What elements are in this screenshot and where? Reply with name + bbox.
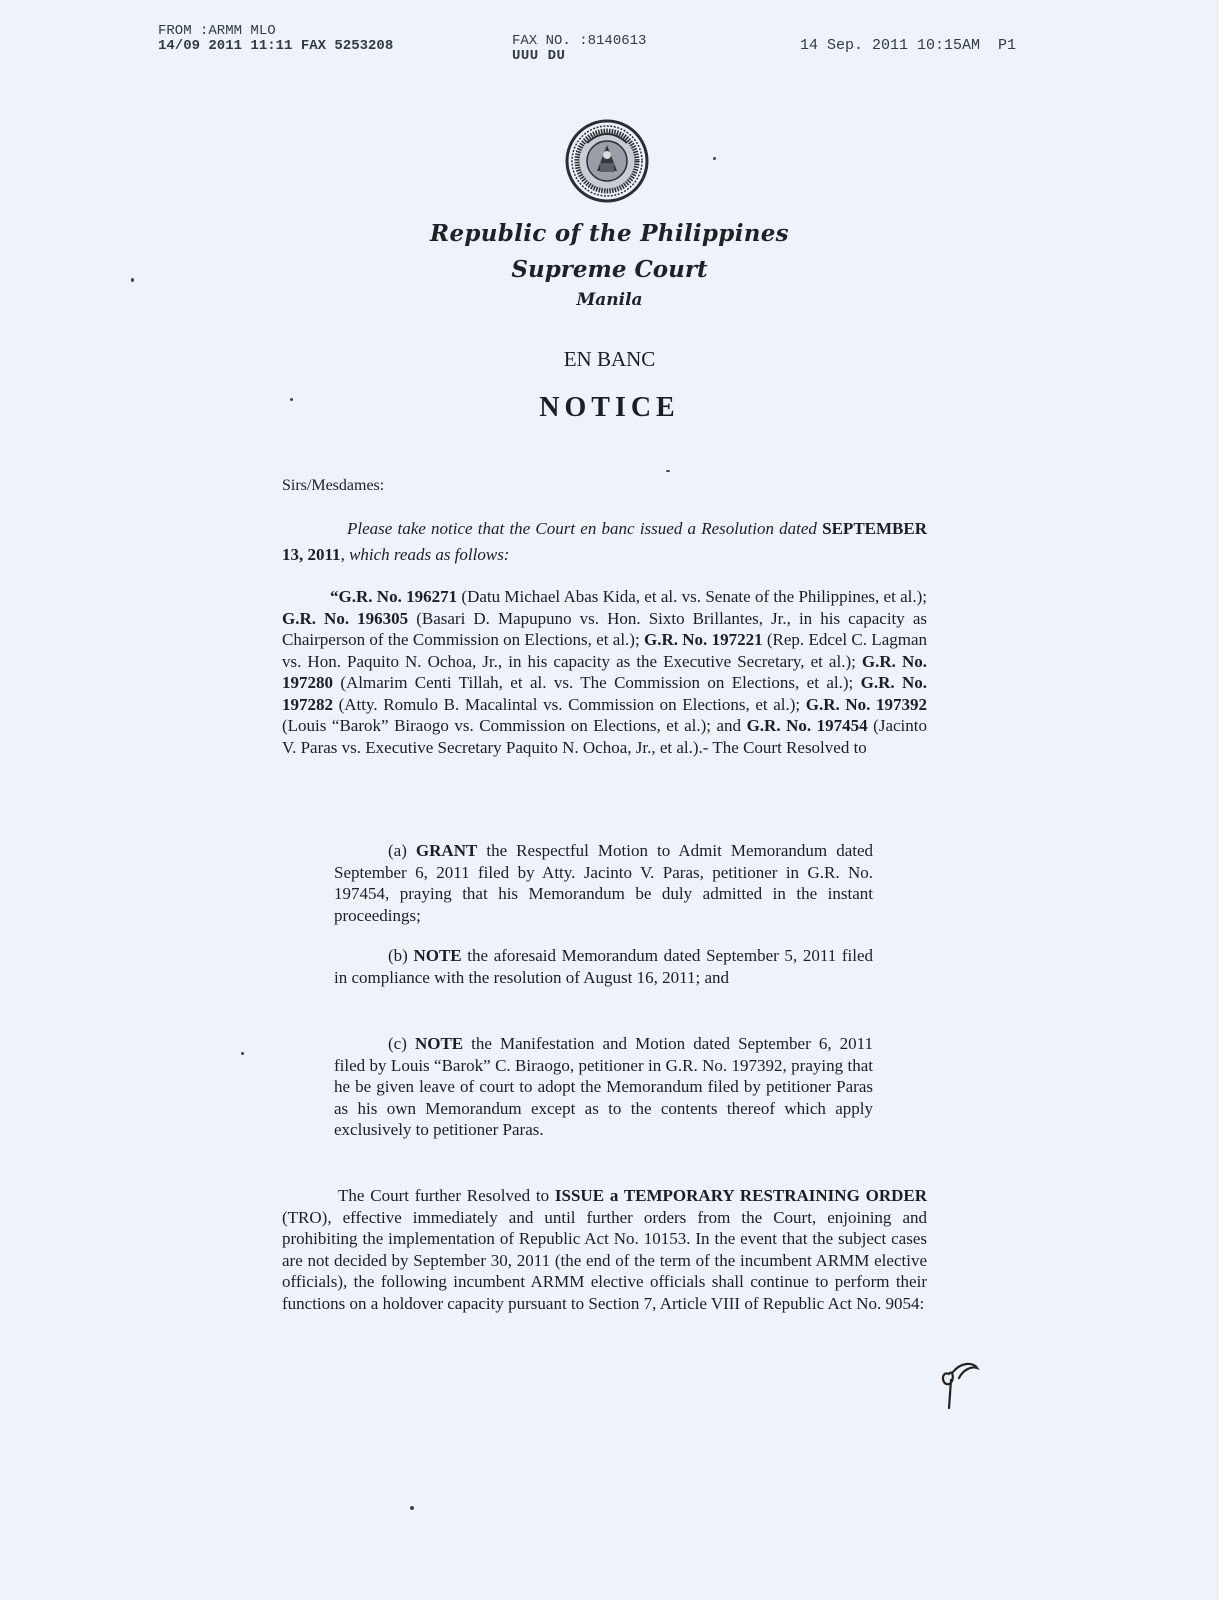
intro-tail: , which reads as follows: [340, 545, 510, 564]
fax-number-sub: UUU DU [512, 48, 566, 64]
resolution-date: SEPTEMBER 13, 2011 [282, 519, 927, 564]
bold-text-run: G.R. No. 197282 [282, 673, 927, 714]
cases-paragraph [282, 586, 927, 758]
document-title: NOTICE [539, 392, 680, 423]
resolution-item-c [334, 1033, 873, 1141]
bold-text-run: GRANT [415, 841, 478, 860]
tro-paragraph [282, 1185, 927, 1314]
bold-text-run: G.R. No. 197221 [643, 630, 763, 649]
scan-speck [410, 1506, 414, 1510]
text-run: (c) [388, 1034, 415, 1053]
text-run: the aforesaid Memorandum dated September 5, 2011 filed in compliance with the resolution of August 16, 2011; and [334, 946, 873, 987]
supreme-court-seal-icon [565, 119, 649, 203]
bold-text-run: G.R. No. 197392 [805, 694, 928, 714]
text-run: (Almarim Centi Tillah, et al. vs. The Commission on Elections, et al.); [333, 673, 861, 692]
scan-speck [666, 470, 670, 472]
text-run: (Rep. Edcel C. Lagman vs. Hon. Paquito N. Ochoa, Jr., in his capacity as the Executive Secretary, et al.); [282, 630, 928, 671]
text-run: the Respectful Motion to Admit Memorandum dated September 6, 2011 filed by Atty. Jacinto V. Paras, petitioner in G.R. No. 197454, praying that his Memorandum be duly admitted in the instant proceedings; [334, 841, 874, 925]
fax-number: FAX NO. :8140613 [512, 33, 647, 49]
resolution-item-a [334, 840, 873, 926]
bold-text-run: NOTE [414, 1034, 464, 1053]
text-run: (b) [388, 946, 414, 965]
text-run: (Jacinto V. Paras vs. Executive Secretary Paquito N. Ochoa, Jr., et al.).- The Court Resolved to [282, 716, 927, 757]
bold-text-run: ISSUE a TEMPORARY RESTRAINING ORDER [554, 1186, 927, 1205]
text-run: (Louis “Barok” Biraogo vs. Commission on Elections, et al.); and [282, 716, 747, 735]
text-run: (Atty. Romulo B. Macalintal vs. Commission on Elections, et al.); [333, 694, 806, 714]
salutation: Sirs/Mesdames: [282, 477, 385, 494]
division-heading: EN BANC [563, 347, 656, 371]
text-run: The Court further Resolved to [338, 1186, 555, 1205]
bold-text-run: G.R. No. 197280 [282, 651, 927, 692]
handwritten-initials [935, 1352, 983, 1412]
letterhead-city: Manila [576, 290, 643, 310]
text-run: (a) [388, 841, 416, 860]
scan-speck [290, 398, 293, 401]
bold-text-run: NOTE [413, 946, 462, 965]
scan-speck [131, 278, 134, 282]
resolution-item-b [334, 945, 873, 988]
intro-lead: Please take notice that the Court en banc issued a Resolution dated [347, 519, 823, 538]
bold-text-run: G.R. No. 196305 [282, 608, 409, 628]
fax-received-stamp: 14 Sep. 2011 10:15AM P1 [800, 37, 1017, 54]
text-run: (Datu Michael Abas Kida, et al. vs. Senate of the Philippines, et al.); [457, 587, 927, 606]
scan-speck [713, 157, 716, 160]
letterhead-republic: Republic of the Philippines [430, 220, 789, 247]
fax-from-line: FROM :ARMM MLO [158, 23, 276, 39]
fax-header-left [158, 24, 393, 54]
intro-paragraph [282, 516, 927, 568]
text-run: the Manifestation and Motion dated September 6, 2011 filed by Louis “Barok” C. Biraogo, petitioner in G.R. No. 197392, praying that he be given leave of court to adopt the Memorandum filed by petitioner Paras as his own Memorandum except as to the contents thereof which apply exclusively to petitioner Paras. [334, 1034, 873, 1139]
text-run: (Basari D. Mapupuno vs. Hon. Sixto Brillantes, Jr., in his capacity as Chairperson of the Commission on Elections, et al.); [282, 608, 927, 649]
scan-speck [241, 1052, 244, 1055]
bold-text-run: “G.R. No. 196271 [330, 587, 458, 606]
bold-text-run: G.R. No. 197454 [746, 716, 868, 735]
fax-header-center [512, 34, 646, 64]
letterhead-court: Supreme Court [511, 256, 708, 283]
fax-stamp-line: 14/09 2011 11:11 FAX 5253208 [158, 38, 394, 54]
text-run: (TRO), effective immediately and until further orders from the Court, enjoining and prohibiting the implementation of Republic Act No. 10153. In the event that the subject cases are not decided by September 30, 2011 (the end of the term of the incumbent ARMM elective officials), the following incumbent ARMM elective officials shall continue to perform their functions on a holdover capacity pursuant to Section 7, Article VIII of Republic Act No. 9054: [282, 1207, 927, 1313]
